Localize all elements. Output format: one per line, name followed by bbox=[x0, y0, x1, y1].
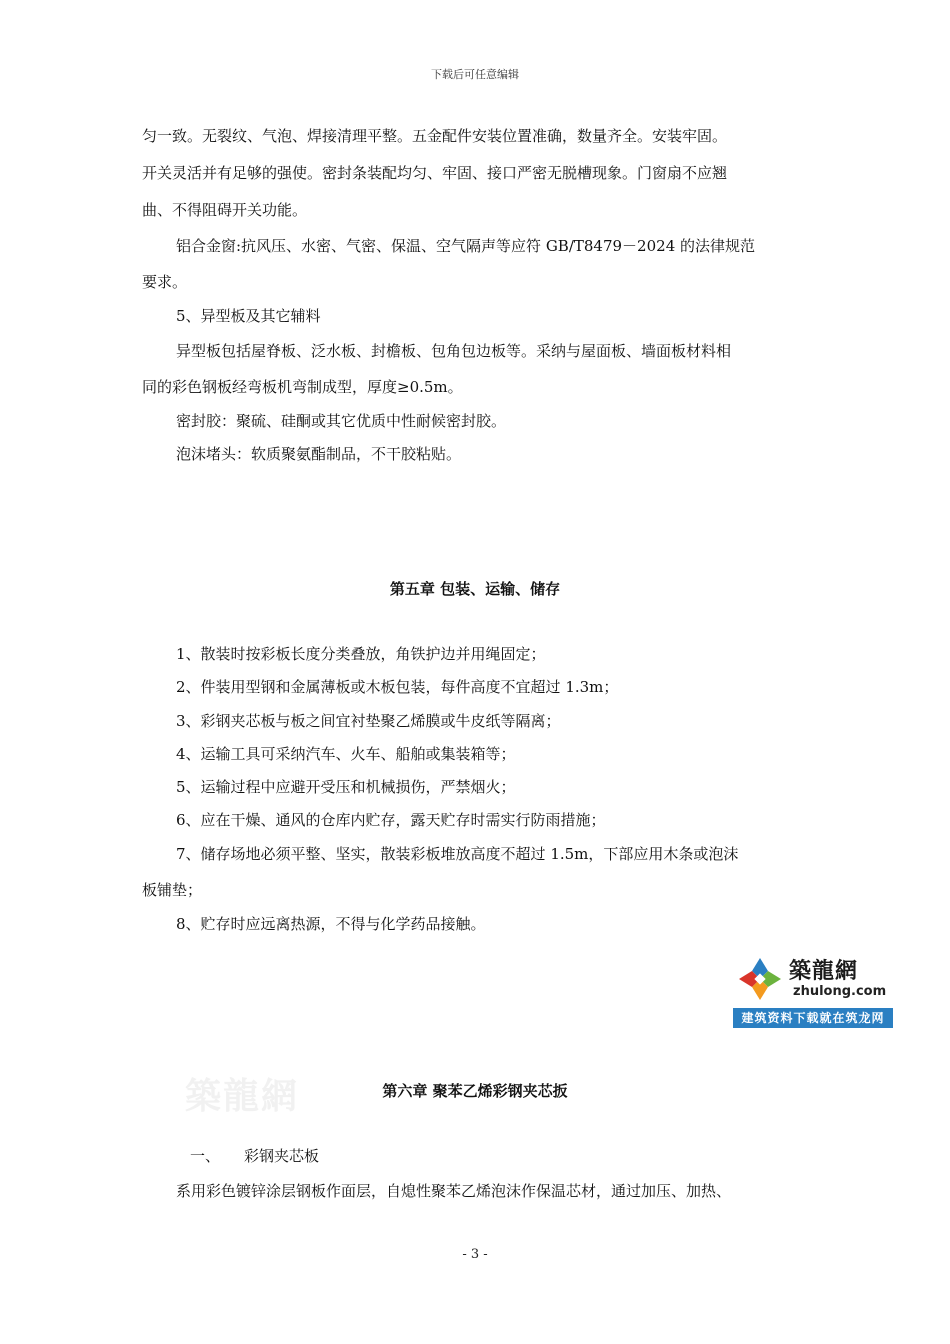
page-number: - 3 - bbox=[462, 1247, 488, 1262]
page-header: 下载后可任意编辑 bbox=[431, 68, 519, 81]
zhulong-logo bbox=[733, 948, 893, 1028]
list-item: 3、彩钢夹芯板与板之间宜衬垫聚乙烯膜或牛皮纸等隔离； bbox=[176, 712, 561, 730]
subsection-title: 彩钢夹芯板 bbox=[244, 1147, 320, 1165]
list-item: 7、储存场地必须平整、坚实，散装彩板堆放高度不超过 1.5m，下部应用木条或泡沫 bbox=[176, 845, 739, 863]
paragraph-line: 曲、不得阻碍开关功能。 bbox=[142, 201, 308, 219]
paragraph-line: 开关灵活并有足够的强使。密封条装配均匀、牢固、接口严密无脱槽现象。门窗扇不应翘 bbox=[142, 164, 728, 182]
list-item: 5、运输过程中应避开受压和机械损伤，严禁烟火； bbox=[176, 778, 516, 796]
paragraph-line: 要求。 bbox=[142, 273, 188, 291]
paragraph-line: 异型板包括屋脊板、泛水板、封檐板、包角包边板等。采纳与屋面板、墙面板材料相 bbox=[176, 342, 732, 360]
logo-url: zhulong.com bbox=[793, 984, 887, 999]
section-heading: 5、异型板及其它辅料 bbox=[176, 307, 321, 325]
list-item: 8、贮存时应远离热源，不得与化学药品接触。 bbox=[176, 915, 486, 933]
list-item: 4、运输工具可采纳汽车、火车、船舶或集装箱等； bbox=[176, 745, 516, 763]
paragraph-line: 泡沫堵头：软质聚氨酯制品，不干胶粘贴。 bbox=[176, 445, 462, 463]
paragraph-line: 密封胶：聚硫、硅酮或其它优质中性耐候密封胶。 bbox=[176, 412, 507, 430]
list-item: 板铺垫； bbox=[142, 881, 203, 899]
logo-slogan: 建筑资料下载就在筑龙网 bbox=[733, 1008, 893, 1028]
list-item: 6、应在干燥、通风的仓库内贮存，露天贮存时需实行防雨措施； bbox=[176, 811, 606, 829]
watermark: 築龍網 bbox=[185, 1075, 300, 1117]
paragraph-line: 铝合金窗:抗风压、水密、气密、保温、空气隔声等应符 GB/T8479－2024 的法律规范 bbox=[176, 237, 756, 255]
chapter-title: 第六章 聚苯乙烯彩钢夹芯扳 bbox=[382, 1082, 568, 1100]
chapter-title: 第五章 包装、运输、储存 bbox=[389, 580, 561, 598]
logo-name: 築龍網 bbox=[789, 958, 859, 984]
paragraph-line: 匀一致。无裂纹、气泡、焊接清理平整。五金配件安装位置准确，数量齐全。安装牢固。 bbox=[142, 127, 728, 145]
logo-mark-icon bbox=[737, 956, 783, 1002]
logo-top bbox=[733, 948, 893, 1008]
list-item: 2、件装用型钢和金属薄板或木板包装，每件高度不宜超过 1.3m； bbox=[176, 678, 619, 696]
paragraph-line: 系用彩色镀锌涂层钢板作面层，自熄性聚苯乙烯泡沫作保温芯材，通过加压、加热、 bbox=[176, 1182, 732, 1200]
list-item: 1、散装时按彩板长度分类叠放，角铁护边并用绳固定； bbox=[176, 645, 546, 663]
subsection-number: 一、 bbox=[190, 1147, 221, 1165]
paragraph-line: 同的彩色钢板经弯板机弯制成型，厚度≥0.5m。 bbox=[142, 378, 463, 396]
